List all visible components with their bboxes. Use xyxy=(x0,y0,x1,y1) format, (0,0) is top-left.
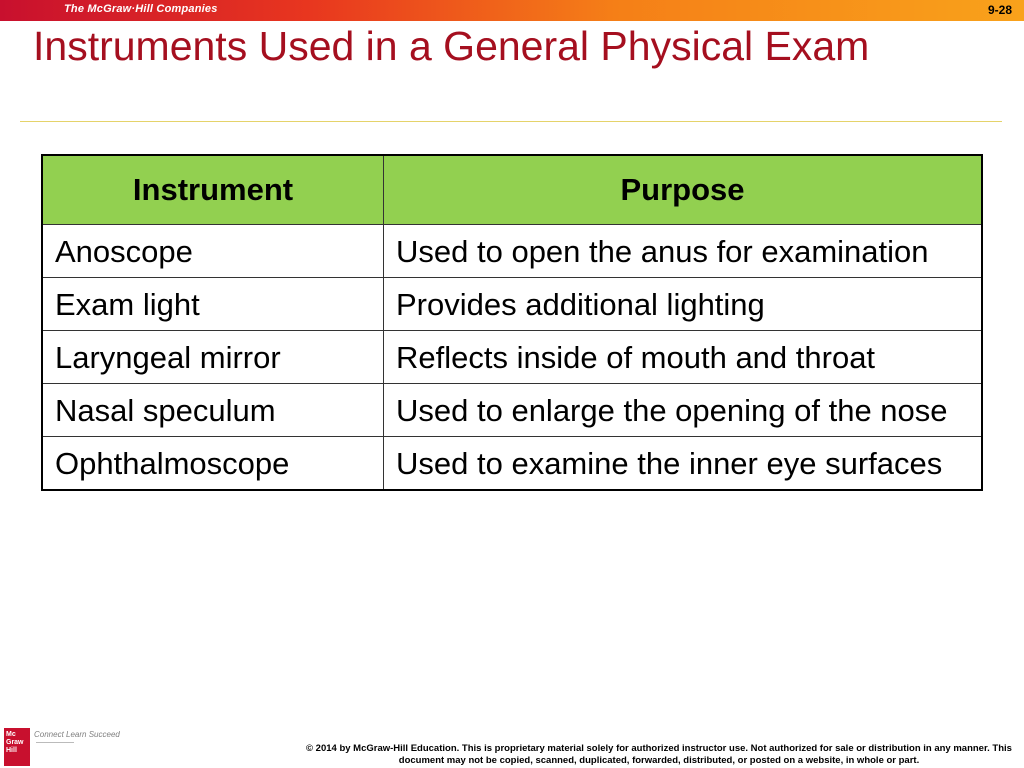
slide-title: Instruments Used in a General Physical Exam xyxy=(33,23,870,69)
table-row xyxy=(42,437,982,491)
instrument-cell: Anoscope xyxy=(42,225,384,278)
instrument-cell: Exam light xyxy=(42,278,384,331)
purpose-cell: Used to enlarge the opening of the nose xyxy=(384,384,983,437)
copyright-notice: © 2014 by McGraw-Hill Education. This is proprietary material solely for authorized instructor use. Not authorized for sale or distribution in any manner. This document may not be copied, scanned, duplicated, forwarded, distributed, or posted on a website, in whole or part. xyxy=(306,743,1012,766)
header-purpose: Purpose xyxy=(384,155,983,225)
purpose-cell: Used to open the anus for examination xyxy=(384,225,983,278)
instrument-cell: Nasal speculum xyxy=(42,384,384,437)
instrument-cell: Ophthalmoscope xyxy=(42,437,384,491)
table-row xyxy=(42,384,982,437)
table-row xyxy=(42,225,982,278)
purpose-cell: Reflects inside of mouth and throat xyxy=(384,331,983,384)
slide-number: 9-28 xyxy=(987,3,1012,17)
company-wordmark: The McGraw·Hill Companies xyxy=(64,3,218,15)
instruments-table xyxy=(41,154,983,491)
mcgraw-hill-logo: Mc Graw Hill xyxy=(4,728,30,766)
table-row xyxy=(42,278,982,331)
instrument-cell: Laryngeal mirror xyxy=(42,331,384,384)
footer-tagline: Connect Learn Succeed xyxy=(34,730,120,739)
table-row xyxy=(42,331,982,384)
footer-divider xyxy=(36,742,74,743)
purpose-cell: Used to examine the inner eye surfaces xyxy=(384,437,983,491)
top-banner xyxy=(0,0,1024,21)
title-divider xyxy=(20,121,1002,122)
header-instrument: Instrument xyxy=(42,155,384,225)
table-header-row xyxy=(42,155,982,225)
purpose-cell: Provides additional lighting xyxy=(384,278,983,331)
